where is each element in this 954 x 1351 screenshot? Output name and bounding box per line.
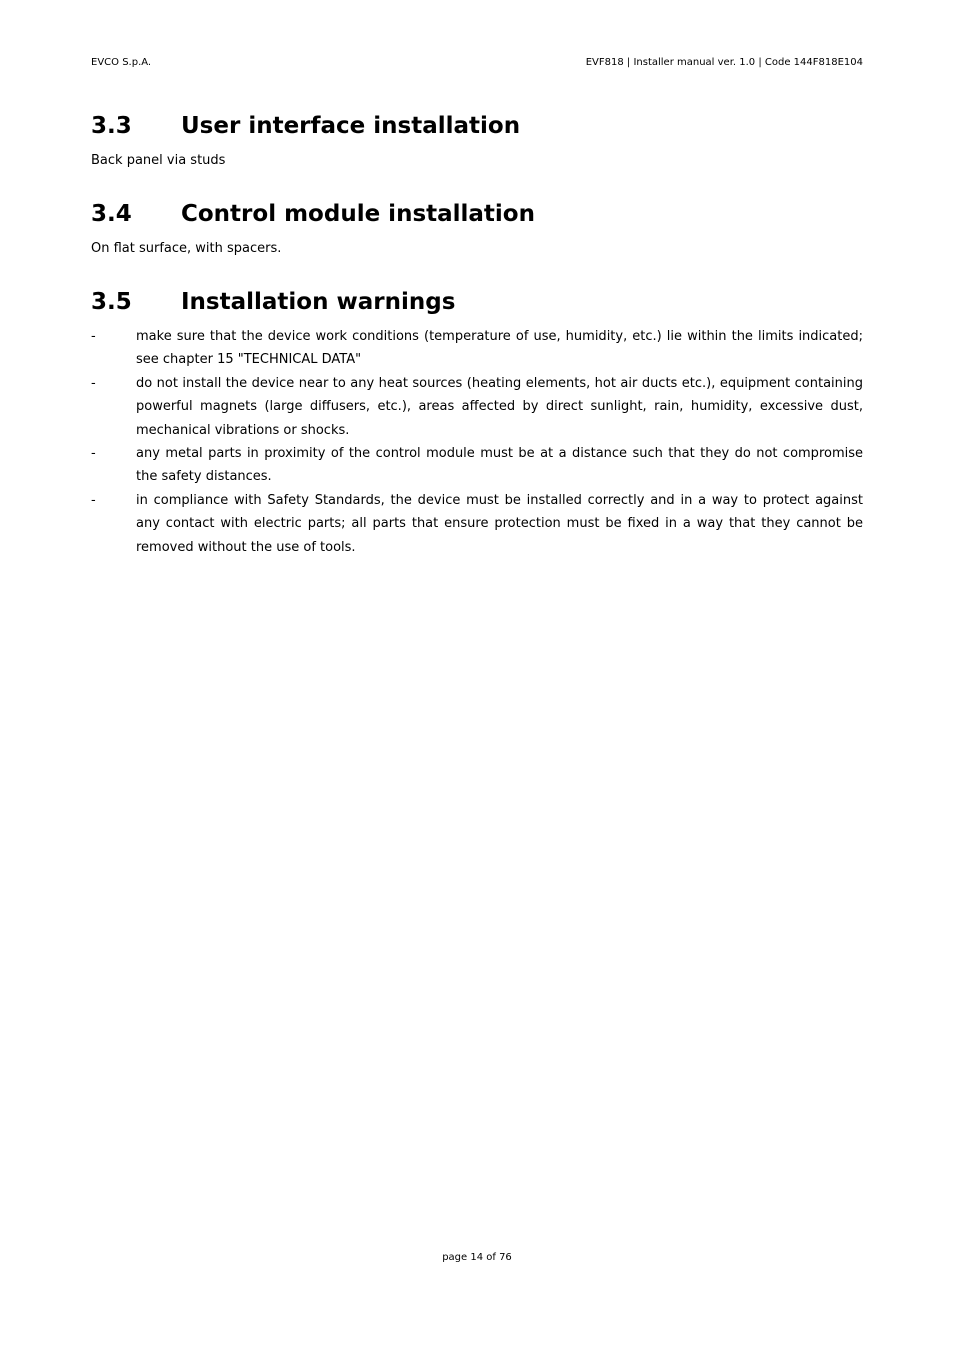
bullet-dash: - [91, 329, 96, 344]
warnings-list [91, 325, 863, 559]
section-heading [91, 200, 863, 228]
list-item [91, 372, 863, 442]
section-body: Back panel via studs [91, 153, 226, 168]
bullet-dash: - [91, 375, 96, 391]
bullet-dash: - [91, 492, 96, 508]
section-number: 3.5 [91, 289, 132, 315]
list-item [91, 489, 863, 559]
list-item [91, 325, 863, 372]
list-item-text: any metal parts in proximity of the control module must be at a distance such that they do not compromise the safety distances. [136, 446, 863, 485]
bullet-dash: - [91, 446, 96, 462]
section-installation-warnings [91, 288, 863, 559]
list-item-text: in compliance with Safety Standards, the device must be installed correctly and in a way to protect against any contact with electric parts; all parts that ensure protection must be fixed in a way that they cannot be removed without the use of tools. [136, 492, 863, 555]
section-title: User interface installation [181, 113, 521, 139]
section-heading [91, 112, 863, 140]
header-document-info: EVF818 | Installer manual ver. 1.0 | Code 144F818E104 [585, 57, 863, 68]
list-item-text: make sure that the device work conditions (temperature of use, humidity, etc.) lie within the limits indicated; see chapter 15 "TECHNICAL DATA" [136, 329, 863, 368]
section-heading [91, 288, 863, 316]
page-number: page 14 of 76 [442, 1252, 512, 1263]
section-number: 3.4 [91, 201, 132, 227]
section-body: On flat surface, with spacers. [91, 241, 282, 256]
section-user-interface-installation [91, 112, 863, 172]
section-title: Installation warnings [181, 289, 456, 315]
list-item [91, 442, 863, 489]
list-item-text: do not install the device near to any heat sources (heating elements, hot air ducts etc.), equipment containing powerful magnets (large diffusers, etc.), areas affected by direct sunlight, rain, humidity, excessive dust, mechanical vibrations or shocks. [136, 375, 863, 438]
section-number: 3.3 [91, 113, 132, 139]
header-company: EVCO S.p.A. [91, 57, 152, 68]
section-title: Control module installation [181, 201, 535, 227]
section-control-module-installation [91, 200, 863, 260]
